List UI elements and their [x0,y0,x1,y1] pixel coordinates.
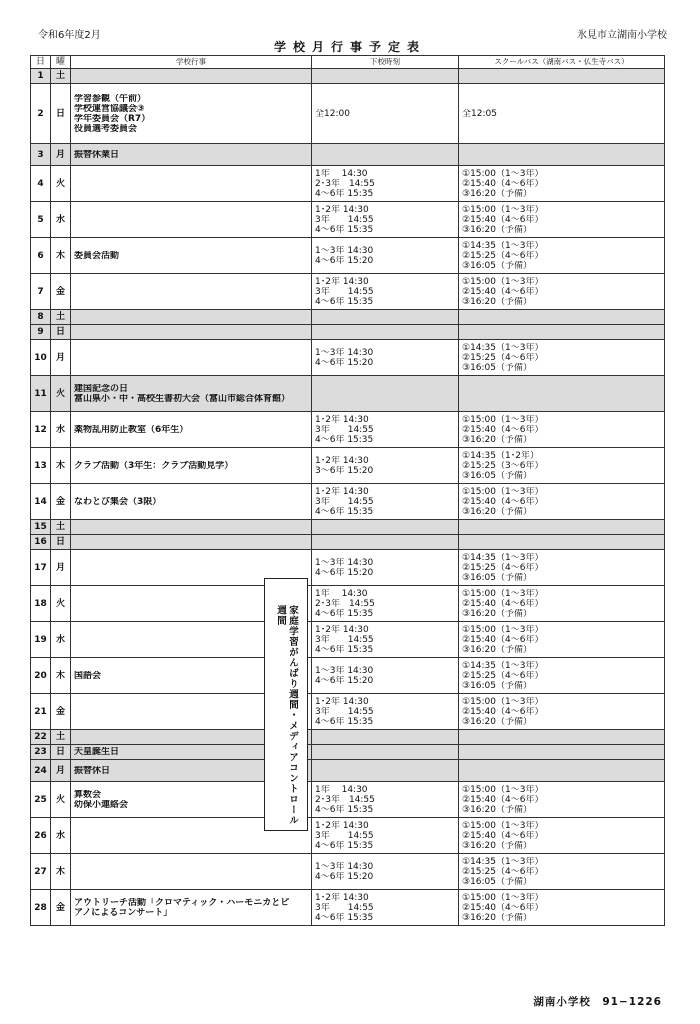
table-row [31,166,665,202]
event-cell [71,484,312,520]
day-cell: 27 [31,854,51,890]
dismissal-cell [312,535,459,550]
bus-line: ②15:40（4～6年） [462,706,544,717]
bus-line: ①15:00（1～3年） [462,276,544,287]
event-line: 建国記念の日 [74,383,129,394]
bus-line: ③16:05（予備） [462,680,533,691]
bus-line: ②15:25（4～6年） [462,562,544,573]
dismissal-cell [312,69,459,84]
dismissal-line: 4～6年 15:35 [315,188,374,199]
dismissal-cell [312,818,459,854]
bus-line: ③16:20（予備） [462,188,533,199]
day-cell: 21 [31,694,51,730]
weekday-cell: 日 [51,745,71,760]
table-row [31,144,665,166]
bus-line: ②15:40（4～6年） [462,794,544,805]
weekday-cell: 月 [51,550,71,586]
event-line: 国語会 [74,670,102,681]
bus-line: ②15:40（4～6年） [462,214,544,225]
dismissal-cell [312,586,459,622]
weekday-cell: 月 [51,760,71,782]
event-line: 学年委員会（R7） [74,113,151,124]
dismissal-cell [312,325,459,340]
dismissal-cell [312,274,459,310]
dismissal-cell [312,658,459,694]
weekday-cell: 土 [51,520,71,535]
dismissal-line: 1･2年 14:30 [315,696,369,707]
bus-line: ③16:20（予備） [462,506,533,517]
dismissal-line: 1･2年 14:30 [315,892,369,903]
table-row [31,484,665,520]
bus-line: ②15:25（4～6年） [462,670,544,681]
table-row [31,340,665,376]
bus-cell [459,202,665,238]
weekday-cell: 火 [51,376,71,412]
bus-line: ②15:40（4～6年） [462,424,544,435]
table-row [31,69,665,84]
bus-line: ③16:20（予備） [462,840,533,851]
event-line: 学習参観（午前） [74,93,147,104]
dismissal-line: 4～6年 15:35 [315,224,374,235]
event-cell [71,166,312,202]
event-cell [71,412,312,448]
table-row [31,238,665,274]
weekday-cell: 月 [51,144,71,166]
dismissal-line: 3年 14:55 [315,496,374,507]
bus-line: ③16:20（予備） [462,716,533,727]
dismissal-line: 2･3年 14:55 [315,598,375,609]
bus-line: ③16:20（予備） [462,608,533,619]
dismissal-cell [312,782,459,818]
event-cell [71,238,312,274]
weekday-cell: 日 [51,325,71,340]
dismissal-line: 1･2年 14:30 [315,820,369,831]
fiscal-month: 令和6年度2月 [38,30,101,41]
weekday-cell: 火 [51,166,71,202]
day-cell: 17 [31,550,51,586]
dismissal-line: 3年 14:55 [315,214,374,225]
dismissal-line: 4～6年 15:35 [315,912,374,923]
event-cell [71,854,312,890]
weekday-cell: 水 [51,622,71,658]
dismissal-line: 4～6年 15:20 [315,871,374,882]
day-cell: 11 [31,376,51,412]
bus-line: ③16:05（予備） [462,260,533,271]
event-cell [71,325,312,340]
day-cell: 23 [31,745,51,760]
day-cell: 9 [31,325,51,340]
dismissal-line: 1～3年 14:30 [315,245,374,256]
bus-cell [459,520,665,535]
bus-cell [459,854,665,890]
dismissal-line: 4～6年 15:35 [315,644,374,655]
table-row [31,325,665,340]
event-cell [71,376,312,412]
bus-line: ①14:35（1･2年） [462,450,539,461]
footer-contact: 湖南小学校 91−1226 [533,996,662,1008]
event-line: 薬物乱用防止教室（6年生） [74,424,189,435]
bus-line: ①15:00（1～3年） [462,588,544,599]
event-cell [71,520,312,535]
day-cell: 7 [31,274,51,310]
bus-line: ①15:00（1～3年） [462,784,544,795]
weekday-cell: 水 [51,202,71,238]
day-cell: 20 [31,658,51,694]
bus-cell [459,274,665,310]
event-cell [71,310,312,325]
dismissal-line: 4～6年 15:35 [315,804,374,815]
bus-cell [459,325,665,340]
dismissal-line: 3～6年 15:20 [315,465,374,476]
dismissal-cell [312,622,459,658]
bus-cell [459,760,665,782]
table-row [31,760,665,782]
weekday-cell: 日 [51,535,71,550]
day-cell: 19 [31,622,51,658]
bus-cell [459,69,665,84]
dismissal-line: 2･3年 14:55 [315,794,375,805]
bus-cell [459,166,665,202]
bus-line: ①15:00（1～3年） [462,486,544,497]
bus-cell [459,376,665,412]
weekday-cell: 水 [51,818,71,854]
day-cell: 3 [31,144,51,166]
bus-cell [459,890,665,926]
table-row [31,202,665,238]
dismissal-cell [312,376,459,412]
bus-line: ②15:25（4～6年） [462,866,544,877]
dismissal-line: 1･2年 14:30 [315,455,369,466]
event-cell [71,340,312,376]
dismissal-line: 3年 14:55 [315,830,374,841]
dismissal-cell [312,484,459,520]
dismissal-line: 1～3年 14:30 [315,665,374,676]
col-dow: 曜 [51,56,71,69]
bus-line: ①14:35（1～3年） [462,342,544,353]
bus-line: ①14:35（1～3年） [462,240,544,251]
dismissal-line: 4～6年 15:35 [315,716,374,727]
table-row [31,448,665,484]
weekday-cell: 木 [51,658,71,694]
day-cell: 10 [31,340,51,376]
bus-cell [459,622,665,658]
dismissal-line: 4～6年 15:20 [315,567,374,578]
bus-line: ①15:00（1～3年） [462,414,544,425]
bus-cell [459,782,665,818]
event-cell [71,202,312,238]
col-events: 学校行事 [71,56,312,69]
bus-line: ②15:40（4～6年） [462,178,544,189]
dismissal-line: 1～3年 14:30 [315,347,374,358]
bus-line: ③16:05（予備） [462,362,533,373]
bus-line: ①15:00（1～3年） [462,204,544,215]
dismissal-cell [312,340,459,376]
dismissal-line: 1･2年 14:30 [315,204,369,215]
bus-cell [459,340,665,376]
dismissal-line: 1･2年 14:30 [315,414,369,425]
weekday-cell: 木 [51,854,71,890]
bus-line: ②15:25（4～6年） [462,250,544,261]
dismissal-line: 3年 14:55 [315,634,374,645]
bus-line: ①15:00（1～3年） [462,892,544,903]
table-row [31,274,665,310]
weekday-cell: 水 [51,412,71,448]
bus-line: ②15:40（4～6年） [462,286,544,297]
bus-line: 全12:05 [462,108,497,119]
event-line: 算数会 [74,789,102,800]
dismissal-line: 1～3年 14:30 [315,861,374,872]
bus-cell [459,448,665,484]
table-row [31,730,665,745]
dismissal-line: 3年 14:55 [315,902,374,913]
table-row [31,84,665,144]
bus-cell [459,694,665,730]
event-cell [71,274,312,310]
bus-cell [459,818,665,854]
dismissal-cell [312,730,459,745]
dismissal-line: 3年 14:55 [315,706,374,717]
dismissal-line: 4～6年 15:20 [315,255,374,266]
dismissal-line: 1･2年 14:30 [315,624,369,635]
event-line: アウトリーチ活動「クロマティック・ハーモニカとピ [74,897,290,908]
bus-line: ①15:00（1～3年） [462,820,544,831]
table-row [31,376,665,412]
bus-line: ②15:40（4～6年） [462,634,544,645]
day-cell: 2 [31,84,51,144]
dismissal-cell [312,550,459,586]
day-cell: 4 [31,166,51,202]
event-cell [71,144,312,166]
dismissal-line: 1年 14:30 [315,168,368,179]
schedule-table [30,55,665,926]
day-cell: 15 [31,520,51,535]
table-row [31,412,665,448]
weekday-cell: 木 [51,238,71,274]
day-cell: 13 [31,448,51,484]
bus-line: ③16:20（予備） [462,804,533,815]
bus-cell [459,310,665,325]
day-cell: 28 [31,890,51,926]
event-line: 委員会活動 [74,250,120,261]
event-line: クラブ活動（3年生：クラブ活動見学） [74,460,234,471]
day-cell: 8 [31,310,51,325]
weekday-cell: 土 [51,69,71,84]
dismissal-line: 4～6年 15:35 [315,296,374,307]
dismissal-line: 1年 14:30 [315,588,368,599]
bus-line: ③16:05（予備） [462,876,533,887]
bus-line: ③16:20（予備） [462,644,533,655]
dismissal-cell [312,520,459,535]
bus-line: ③16:20（予備） [462,912,533,923]
table-row [31,854,665,890]
event-line: 幼保小連絡会 [74,799,129,810]
day-cell: 24 [31,760,51,782]
bus-cell [459,144,665,166]
day-cell: 6 [31,238,51,274]
dismissal-line: 1年 14:30 [315,784,368,795]
dismissal-cell [312,745,459,760]
event-line: 富山県小・中・高校生書初大会（富山市総合体育館） [74,393,291,404]
table-row [31,818,665,854]
dismissal-line: 1～3年 14:30 [315,557,374,568]
bus-cell [459,84,665,144]
weekday-cell: 金 [51,694,71,730]
weekday-cell: 日 [51,84,71,144]
event-cell [71,69,312,84]
bus-line: ③16:20（予備） [462,434,533,445]
table-row [31,745,665,760]
bus-cell [459,730,665,745]
table-row [31,782,665,818]
day-cell: 18 [31,586,51,622]
event-cell [71,448,312,484]
bus-line: ③16:20（予備） [462,296,533,307]
event-line: 振替休日 [74,765,111,776]
bus-line: ②15:40（4～6年） [462,902,544,913]
event-cell [71,84,312,144]
bus-cell [459,484,665,520]
bus-cell [459,550,665,586]
bus-line: ①15:00（1～3年） [462,624,544,635]
col-bus: スクールバス（湖南バス・仏生寺バス） [459,56,665,69]
bus-line: ①15:00（1～3年） [462,696,544,707]
bus-line: ①15:00（1～3年） [462,168,544,179]
day-cell: 14 [31,484,51,520]
table-row [31,658,665,694]
event-line: 学校運営協議会③ [74,103,145,114]
weekday-cell: 金 [51,890,71,926]
dismissal-line: 2･3年 14:55 [315,178,375,189]
weekday-cell: 火 [51,586,71,622]
bus-line: ②15:25（3～6年） [462,460,544,471]
day-cell: 26 [31,818,51,854]
dismissal-line: 全12:00 [315,108,350,119]
dismissal-cell [312,144,459,166]
bus-line: ③16:05（予備） [462,572,533,583]
dismissal-cell [312,448,459,484]
bus-cell [459,586,665,622]
bus-line: ②15:25（4～6年） [462,352,544,363]
table-row [31,310,665,325]
bus-line: ①14:35（1～3年） [462,660,544,671]
page-title: 学校月行事予定表 [273,40,426,54]
dismissal-line: 1･2年 14:30 [315,276,369,287]
event-line: 振替休業日 [74,149,120,160]
dismissal-line: 4～6年 15:35 [315,506,374,517]
weekday-cell: 土 [51,310,71,325]
col-dismissal: 下校時刻 [312,56,459,69]
school-name: 氷見市立湖南小学校 [577,30,667,41]
day-cell: 1 [31,69,51,84]
dismissal-cell [312,238,459,274]
week-note-text: 家庭学習がんばり週間・メディアコントロール週間 [275,605,298,826]
weekday-cell: 木 [51,448,71,484]
bus-line: ③16:20（予備） [462,224,533,235]
bus-line: ②15:40（4～6年） [462,598,544,609]
dismissal-line: 4～6年 15:20 [315,357,374,368]
week-note-box [264,578,308,831]
table-row [31,520,665,535]
weekday-cell: 火 [51,782,71,818]
dismissal-cell [312,760,459,782]
day-cell: 5 [31,202,51,238]
bus-cell [459,238,665,274]
table-header-row [31,56,665,69]
table-row [31,550,665,586]
dismissal-line: 1･2年 14:30 [315,486,369,497]
col-day: 日 [31,56,51,69]
event-line: 天皇誕生日 [74,747,120,757]
bus-line: ②15:40（4～6年） [462,830,544,841]
day-cell: 25 [31,782,51,818]
dismissal-line: 3年 14:55 [315,424,374,435]
table-row [31,535,665,550]
dismissal-line: 3年 14:55 [315,286,374,297]
dismissal-cell [312,412,459,448]
event-line: アノによるコンサート」 [74,907,173,918]
bus-line: ③16:05（予備） [462,470,533,481]
table-row [31,586,665,622]
bus-cell [459,535,665,550]
event-cell [71,890,312,926]
weekday-cell: 月 [51,340,71,376]
weekday-cell: 金 [51,484,71,520]
dismissal-line: 4～6年 15:35 [315,608,374,619]
dismissal-cell [312,890,459,926]
dismissal-cell [312,166,459,202]
day-cell: 12 [31,412,51,448]
table-row [31,694,665,730]
table-row [31,622,665,658]
bus-cell [459,412,665,448]
dismissal-cell [312,694,459,730]
event-line: なわとび集会（3限） [74,496,162,507]
bus-line: ①14:35（1～3年） [462,856,544,867]
bus-line: ②15:40（4～6年） [462,496,544,507]
day-cell: 22 [31,730,51,745]
dismissal-line: 4～6年 15:35 [315,840,374,851]
weekday-cell: 土 [51,730,71,745]
bus-cell [459,658,665,694]
dismissal-line: 4～6年 15:35 [315,434,374,445]
day-cell: 16 [31,535,51,550]
dismissal-cell [312,854,459,890]
dismissal-cell [312,310,459,325]
dismissal-cell [312,202,459,238]
weekday-cell: 金 [51,274,71,310]
bus-line: ①14:35（1～3年） [462,552,544,563]
dismissal-line: 4～6年 15:20 [315,675,374,686]
dismissal-cell [312,84,459,144]
event-line: 役員選考委員会 [74,123,138,134]
bus-cell [459,745,665,760]
event-cell [71,535,312,550]
table-row [31,890,665,926]
